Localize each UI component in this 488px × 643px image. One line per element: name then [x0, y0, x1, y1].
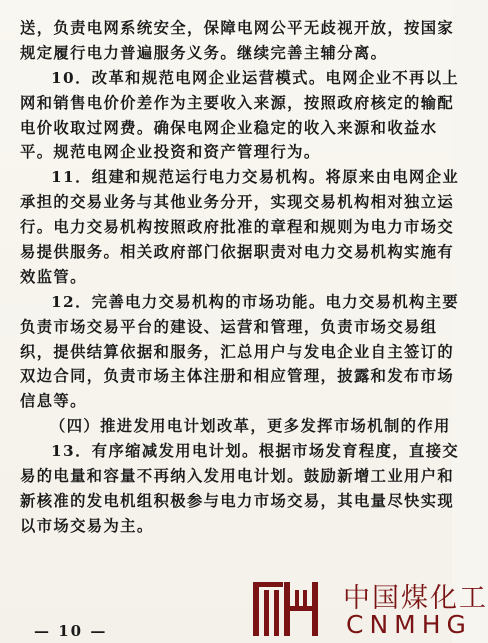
text-line: 新核准的发电机组积极参与电力市场交易，其电量尽快实现	[20, 491, 455, 510]
text-line: 织，提供结算依据和服务，汇总用户与发电企业自主签订的	[20, 342, 455, 361]
text-line: 易的电量和容量不再纳入发用电计划。鼓励新增工业用户和	[20, 467, 455, 486]
text-line: 平。规范电网企业投资和资产管理行为。	[20, 143, 321, 162]
body-text	[20, 16, 460, 539]
text-line: 双边合同，负责市场主体注册和相应管理，披露和发布市场	[20, 367, 455, 386]
paragraph-start-line: 13．有序缩减发用电计划。根据市场发育程度，直接交	[51, 442, 460, 461]
text-line: 网和销售电价价差作为主要收入来源，按照政府核定的输配	[20, 93, 455, 112]
section-heading: （四）推进发用电计划改革，更多发挥市场机制的作用	[50, 417, 451, 436]
watermark-name-en: CNMHG	[346, 610, 472, 639]
paragraph-start-line: 11．组建和规范运行电力交易机构。将原来由电网企业	[51, 168, 460, 187]
text-line: 以市场交易为主。	[20, 516, 154, 535]
text-line: 规定履行电力普遍服务义务。继续完善主辅分离。	[20, 43, 388, 62]
watermark-name-cn: 中国煤化工	[343, 583, 488, 614]
text-line: 效监管。	[20, 267, 87, 286]
text-line: 承担的交易业务与其他业务分开，实现交易机构相对独立运	[20, 193, 455, 212]
watermark-logo-icon	[251, 576, 323, 638]
paragraph-start-line: 12．完善电力交易机构的市场功能。电力交易机构主要	[51, 292, 460, 311]
paragraph-start-line: 10．改革和规范电网企业运营模式。电网企业不再以上	[51, 68, 460, 87]
text-line: 送，负责电网系统安全，保障电网公平无歧视开放，按国家	[20, 19, 455, 37]
text-line: 电价收取过网费。确保电网企业稳定的收入来源和收益水	[20, 118, 438, 137]
watermark	[243, 572, 488, 643]
text-line: 易提供服务。相关政府部门依据职责对电力交易机构实施有	[20, 243, 455, 262]
text-line: 负责市场交易平台的建设、运营和管理，负责市场交易组	[20, 317, 438, 336]
text-line: 行。电力交易机构按照政府批准的章程和规则为电力市场交	[20, 218, 455, 237]
page-number: — 10 —	[34, 622, 108, 640]
text-line: 信息等。	[20, 392, 87, 411]
